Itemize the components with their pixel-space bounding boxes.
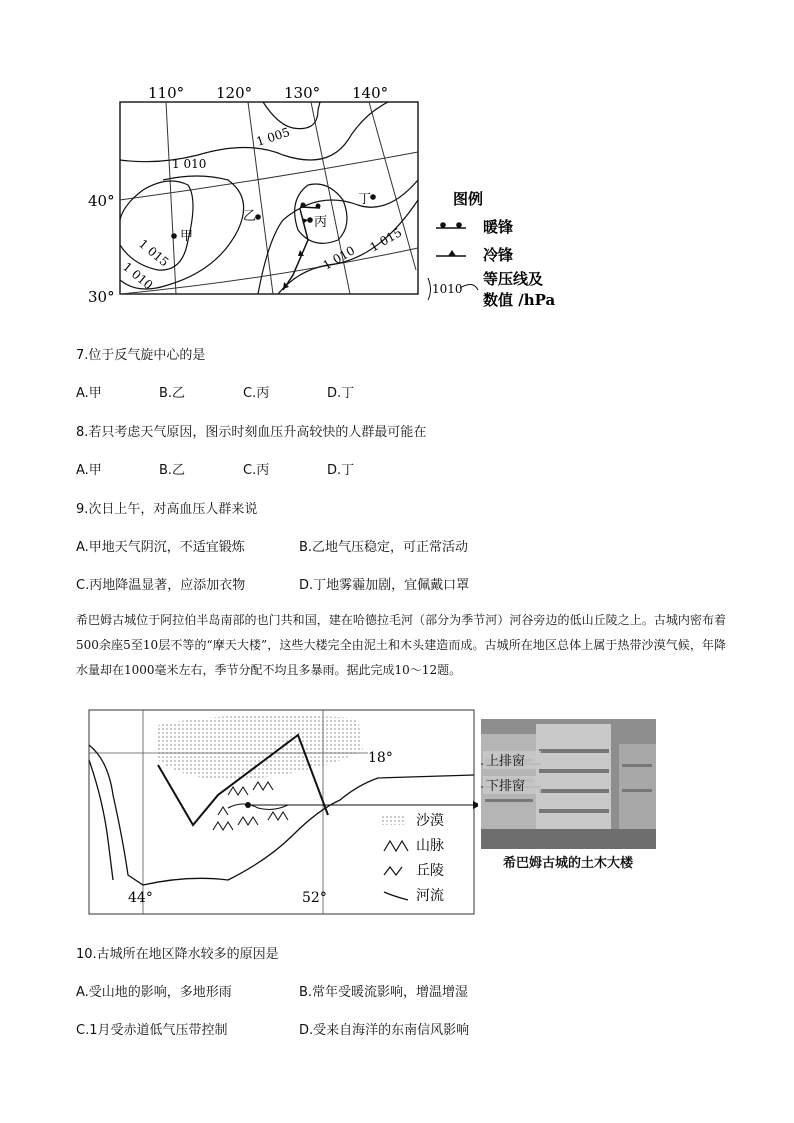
- q8-option-b[interactable]: B.乙: [159, 463, 186, 478]
- q9-option-d[interactable]: D.丁地雾霾加剧，宜佩戴口罩: [299, 578, 470, 593]
- point-bing: [307, 217, 313, 223]
- q9-option-b[interactable]: B.乙地气压稳定，可正常活动: [299, 540, 469, 555]
- isobar-label: 1 010: [120, 259, 156, 293]
- q10-option-c[interactable]: C.1月受赤道低气压带控制: [76, 1023, 228, 1038]
- lat-label-18: 18°: [368, 750, 393, 766]
- reading-passage: 希巴姆古城位于阿拉伯半岛南部的也门共和国，建在哈德拉毛河（部分为季节河）河谷旁边的低山丘陵之上。古城内密布着500余座5至10层不等的“摩天大楼”，这些大楼完全由泥土和木头建造而成。古城所在地区总体上属于热带沙漠气候，年降水量却在1000毫米左右，季节分配不均且多暴雨。据此完成10～12题。: [76, 613, 726, 677]
- label-ding: 丁: [358, 192, 372, 207]
- street: [481, 829, 656, 849]
- legend-river-label: 河流: [416, 888, 444, 904]
- question-9-stem: 9.次日上午，对高血压人群来说: [76, 502, 258, 517]
- shibam-photo: [481, 719, 656, 849]
- isobar-label: 1 015: [367, 225, 405, 255]
- warm-front-symbol: [316, 204, 321, 209]
- question-7-stem: 7.位于反气旋中心的是: [76, 348, 206, 363]
- lon-label-110: 110°: [148, 84, 185, 102]
- parallel-40: [120, 152, 418, 200]
- lon-label-140: 140°: [352, 84, 389, 102]
- label-jia: 甲: [180, 229, 194, 244]
- legend-title: 图例: [453, 190, 484, 208]
- q10-option-d[interactable]: D.受来自海洋的东南信风影响: [299, 1023, 470, 1038]
- legend-isobar-label: 数值 /hPa: [483, 291, 556, 309]
- q7-option-c[interactable]: C.丙: [243, 386, 270, 401]
- point-jia: [171, 233, 177, 239]
- window-row: [622, 764, 652, 767]
- legend-desert-label: 沙漠: [416, 813, 444, 829]
- lon-label-130: 130°: [284, 84, 321, 102]
- pointer-arrow-icon: [473, 801, 478, 809]
- question-8-stem: 8.若只考虑天气原因，图示时刻血压升高较快的人群最可能在: [76, 425, 427, 440]
- isobar-low-center: [295, 184, 347, 243]
- point-yi: [255, 214, 261, 220]
- q8-option-c[interactable]: C.丙: [243, 463, 270, 478]
- legend-warm-front-icon: [456, 222, 462, 228]
- label-yi: 乙: [243, 209, 257, 224]
- yemen-map: [78, 700, 478, 915]
- shibam-photo-drawing: [481, 719, 656, 849]
- legend-hills-label: 丘陵: [416, 863, 444, 879]
- lon-label-120: 120°: [216, 84, 253, 102]
- q7-option-a[interactable]: A.甲: [76, 386, 102, 401]
- meridian-110: [166, 102, 176, 294]
- legend-warm-front-label: 暖锋: [483, 218, 514, 236]
- q7-option-d[interactable]: D.丁: [327, 386, 355, 401]
- legend-isobar-icon: [428, 278, 431, 300]
- isobar-label: 1 005: [254, 124, 292, 149]
- window-row: [539, 809, 609, 813]
- window-row: [539, 749, 609, 753]
- lat-label-40: 40°: [88, 192, 115, 210]
- q8-option-a[interactable]: A.甲: [76, 463, 102, 478]
- lon-label-44: 44°: [128, 890, 153, 906]
- legend-cold-front-icon: [448, 250, 456, 256]
- window-row: [622, 789, 652, 792]
- legend-cold-front-label: 冷锋: [483, 246, 514, 264]
- isobar-label: 1 010: [172, 157, 207, 171]
- q10-option-b[interactable]: B.常年受暖流影响，增温增湿: [299, 985, 469, 1000]
- isobar-label: 1 015: [136, 236, 172, 270]
- isobar-label: 1 010: [320, 243, 358, 273]
- q8-option-d[interactable]: D.丁: [327, 463, 355, 478]
- window-row: [485, 799, 533, 802]
- lon-label-52: 52°: [302, 890, 327, 906]
- legend-isobar-label: 等压线及: [483, 270, 544, 288]
- isobar-1010-north: [120, 102, 388, 162]
- window-row: [539, 789, 609, 793]
- lat-label-30: 30°: [88, 288, 115, 306]
- question-10-stem: 10.古城所在地区降水较多的原因是: [76, 947, 279, 962]
- window-row: [539, 769, 609, 773]
- legend-warm-front-icon: [440, 222, 446, 228]
- lower-window-label: 下排窗: [486, 779, 526, 794]
- legend-desert-icon: [382, 815, 406, 825]
- cold-front-symbol: [302, 218, 308, 224]
- q9-option-c[interactable]: C.丙地降温显著，应添加衣物: [76, 578, 246, 593]
- photo-caption: 希巴姆古城的土木大楼: [502, 856, 633, 871]
- label-bing: 丙: [314, 215, 328, 230]
- legend-isobar-sample: 1010: [432, 282, 463, 296]
- upper-window-label: 上排窗: [486, 754, 526, 769]
- q9-option-a[interactable]: A.甲地天气阴沉，不适宜锻炼: [76, 540, 245, 555]
- warm-front-symbol: [301, 203, 306, 208]
- weather-map: [88, 80, 588, 320]
- legend-isobar-icon: [460, 284, 478, 290]
- q7-option-b[interactable]: B.乙: [159, 386, 186, 401]
- legend-mountain-label: 山脉: [416, 838, 444, 854]
- q10-option-a[interactable]: A.受山地的影响，多地形雨: [76, 985, 232, 1000]
- point-ding: [370, 194, 376, 200]
